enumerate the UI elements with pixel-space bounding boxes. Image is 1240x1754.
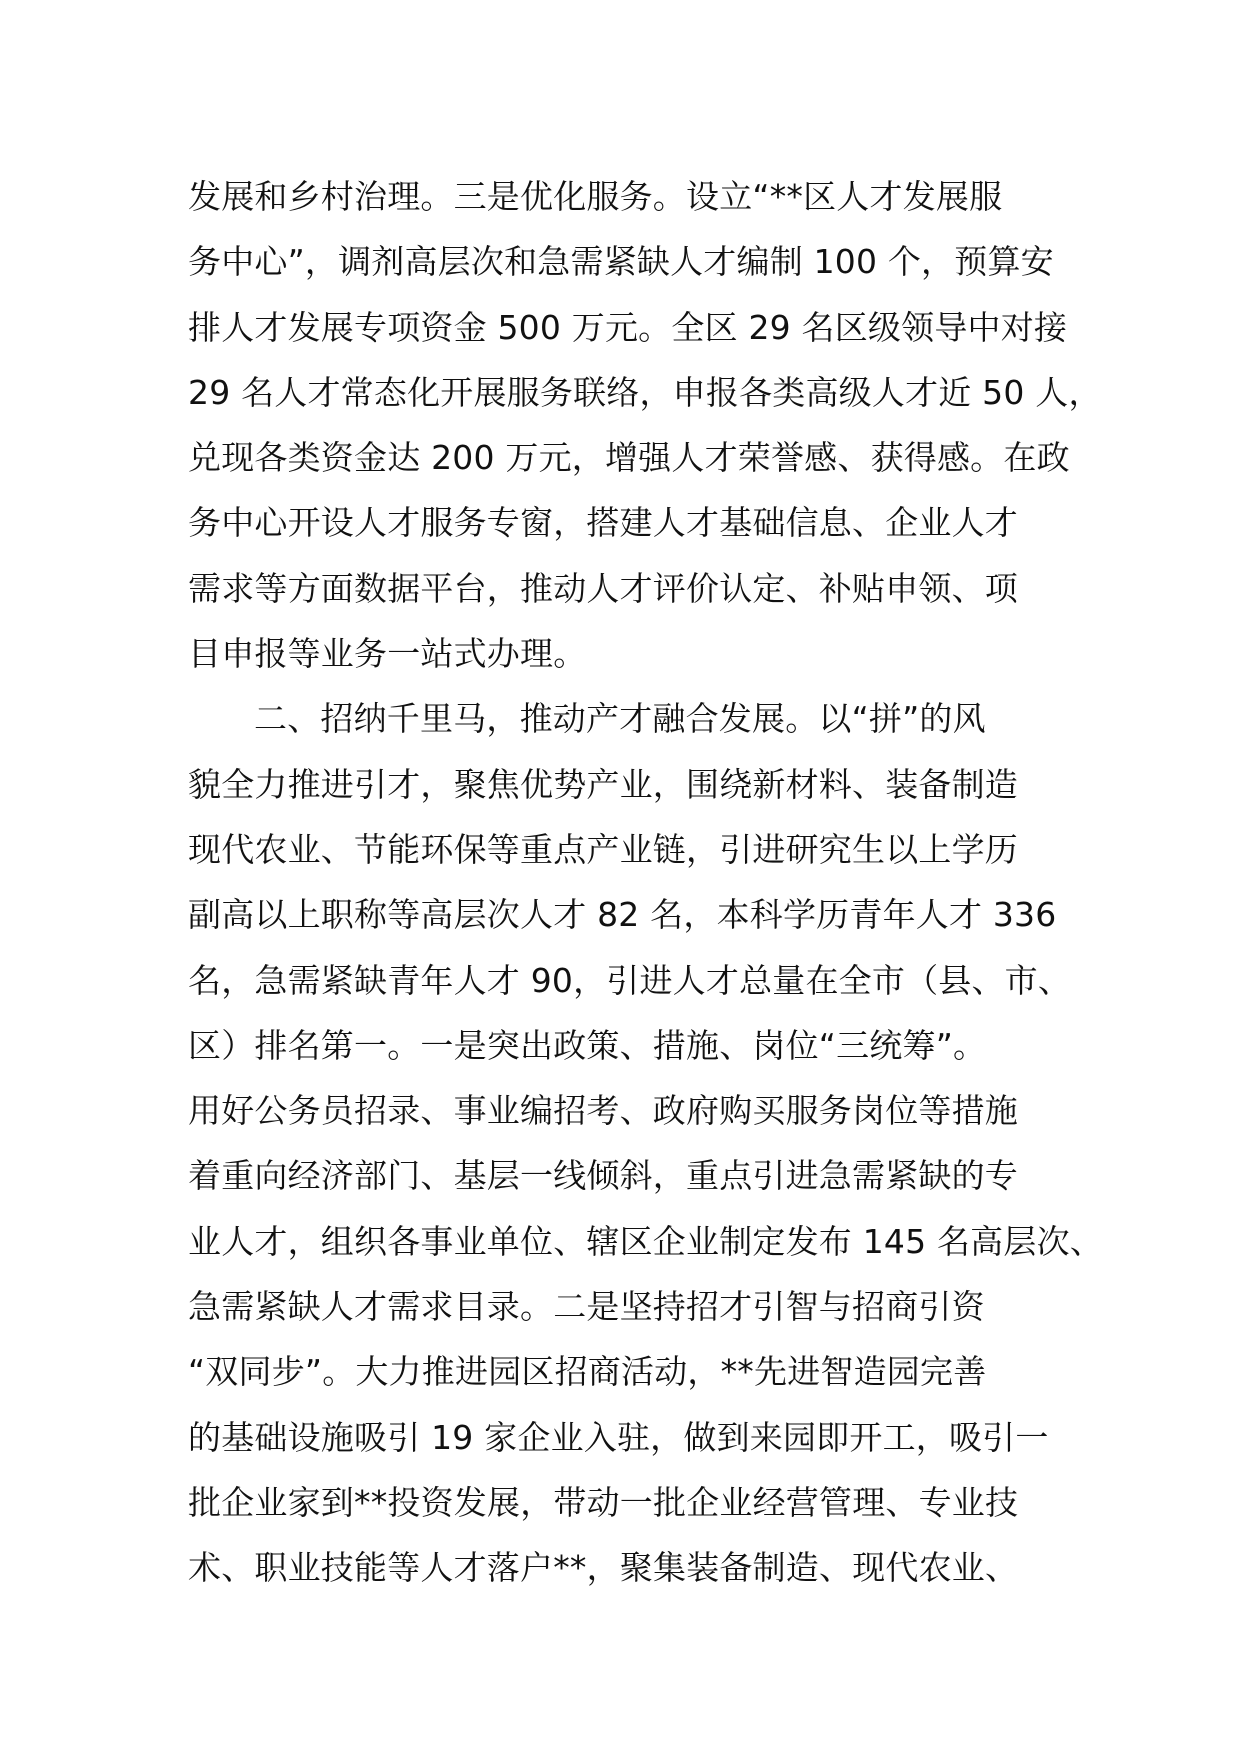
- text-line: “双同步”。大力推进园区招商活动，**先进智造园完善: [188, 1352, 987, 1392]
- text-line: 现代农业、节能环保等重点产业链，引进研究生以上学历: [188, 829, 1018, 869]
- text-line: 业人才，组织各事业单位、辖区企业制定发布 145 名高层次、: [188, 1221, 1103, 1261]
- text-line: 用好公务员招录、事业编招考、政府购买服务岗位等措施: [188, 1091, 1018, 1131]
- text-line: 务中心”，调剂高层次和急需紧缺人才编制 100 个，预算安: [188, 242, 1054, 282]
- text-line: 区）排名第一。一是突出政策、措施、岗位“三统筹”。: [188, 1025, 987, 1065]
- text-line: 兑现各类资金达 200 万元，增强人才荣誉感、获得感。在政: [188, 438, 1070, 478]
- text-line: 29 名人才常态化开展服务联络，申报各类高级人才近 50 人，: [188, 372, 1102, 412]
- text-line: 目申报等业务一站式办理。: [188, 634, 587, 674]
- body-text: [188, 164, 1103, 1601]
- text-line: 务中心开设人才服务专窗，搭建人才基础信息、企业人才: [188, 503, 1018, 543]
- text-line: 貌全力推进引才，聚焦优势产业，围绕新材料、装备制造: [188, 764, 1018, 804]
- text-line: 批企业家到**投资发展，带动一批企业经营管理、专业技: [188, 1482, 1019, 1522]
- text-line: 排人才发展专项资金 500 万元。全区 29 名区级领导中对接: [188, 307, 1068, 347]
- text-line: 急需紧缺人才需求目录。二是坚持招才引智与招商引资: [188, 1287, 985, 1327]
- text-line: 术、职业技能等人才落户**，聚集装备制造、现代农业、: [188, 1548, 1019, 1588]
- text-line: 名，急需紧缺青年人才 90，引进人才总量在全市（县、市、: [188, 960, 1072, 1000]
- text-line: 副高以上职称等高层次人才 82 名，本科学历青年人才 336: [188, 895, 1057, 935]
- text-line: 的基础设施吸引 19 家企业入驻，做到来园即开工，吸引一: [188, 1417, 1049, 1457]
- text-line: 发展和乡村治理。三是优化服务。设立“**区人才发展服: [188, 177, 1003, 216]
- paragraph-heading-line: 二、招纳千里马，推动产才融合发展。以“拼”的风: [254, 699, 986, 739]
- text-line: 需求等方面数据平台，推动人才评价认定、补贴申领、项: [188, 568, 1018, 608]
- text-line: 着重向经济部门、基层一线倾斜，重点引进急需紧缺的专: [188, 1156, 1018, 1196]
